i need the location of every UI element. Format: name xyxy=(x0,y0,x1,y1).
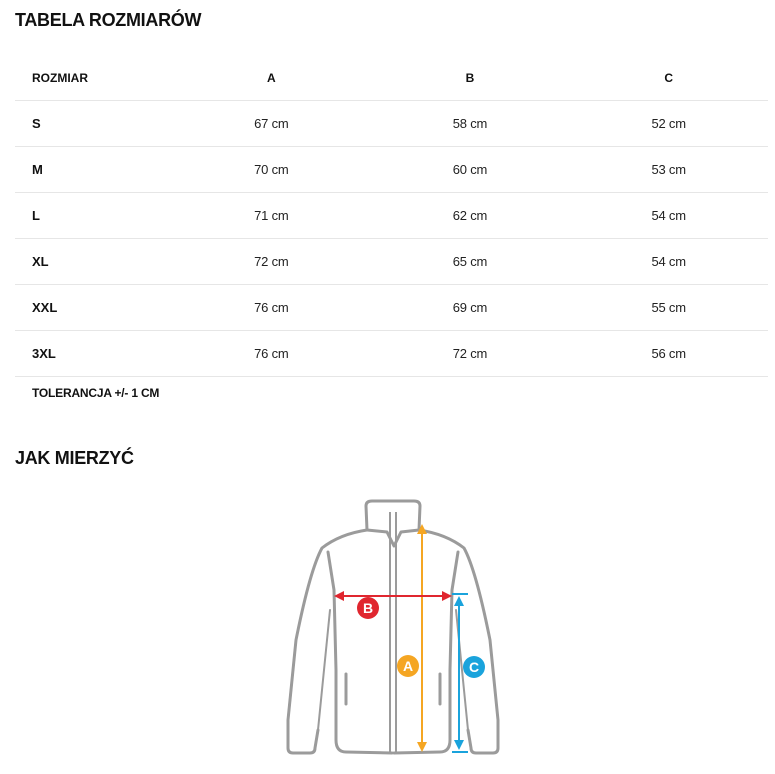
table-row xyxy=(15,285,768,331)
cell-a: 72 cm xyxy=(172,239,371,285)
cell-b: 65 cm xyxy=(371,239,570,285)
cell-b: 72 cm xyxy=(371,331,570,377)
cell-c: 53 cm xyxy=(569,147,768,193)
cell-a: 71 cm xyxy=(172,193,371,239)
cell-c: 52 cm xyxy=(569,101,768,147)
cell-a: 67 cm xyxy=(172,101,371,147)
cell-c: 56 cm xyxy=(569,331,768,377)
table-row xyxy=(15,101,768,147)
cell-size: XXL xyxy=(15,285,172,331)
jacket-measurement-diagram xyxy=(270,490,520,770)
table-row xyxy=(15,193,768,239)
cell-c: 55 cm xyxy=(569,285,768,331)
cell-b: 58 cm xyxy=(371,101,570,147)
measure-c-label: C xyxy=(468,659,480,675)
table-row xyxy=(15,147,768,193)
measure-b-label: B xyxy=(362,600,374,616)
size-table xyxy=(15,55,768,377)
cell-c: 54 cm xyxy=(569,193,768,239)
table-row xyxy=(15,331,768,377)
measure-b-arrow xyxy=(334,591,452,619)
cell-a: 76 cm xyxy=(172,285,371,331)
measure-a-arrow xyxy=(397,524,427,752)
header-size: ROZMIAR xyxy=(15,55,172,101)
cell-size: 3XL xyxy=(15,331,172,377)
table-row xyxy=(15,239,768,285)
cell-b: 62 cm xyxy=(371,193,570,239)
jacket-outline-icon xyxy=(288,501,498,753)
header-b: B xyxy=(371,55,570,101)
cell-size: M xyxy=(15,147,172,193)
cell-a: 70 cm xyxy=(172,147,371,193)
cell-a: 76 cm xyxy=(172,331,371,377)
how-to-measure-title: JAK MIERZYĆ xyxy=(15,448,134,468)
tolerance-note: TOLERANCJA +/- 1 CM xyxy=(32,386,160,400)
table-header-row xyxy=(15,55,768,101)
cell-size: L xyxy=(15,193,172,239)
page-title: TABELA ROZMIARÓW xyxy=(15,10,202,30)
header-a: A xyxy=(172,55,371,101)
zipper-icon xyxy=(390,512,396,753)
cell-b: 60 cm xyxy=(371,147,570,193)
cell-b: 69 cm xyxy=(371,285,570,331)
header-c: C xyxy=(569,55,768,101)
measure-a-label: A xyxy=(402,658,414,674)
cell-c: 54 cm xyxy=(569,239,768,285)
cell-size: S xyxy=(15,101,172,147)
cell-size: XL xyxy=(15,239,172,285)
